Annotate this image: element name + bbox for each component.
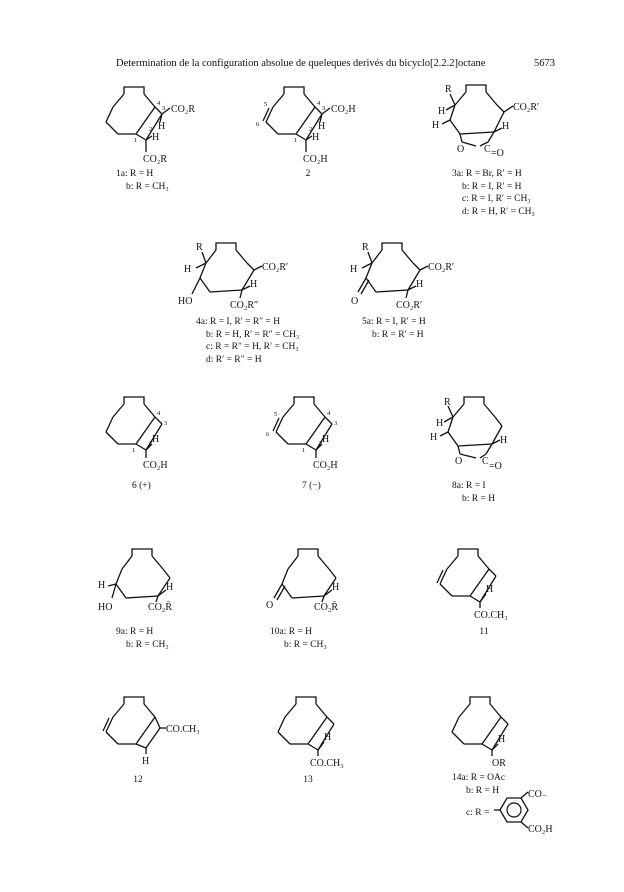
- caption-5b: b: R = R′ = H: [372, 329, 424, 340]
- page-number: 5673: [534, 58, 555, 69]
- struct4-h-right: H: [250, 279, 258, 290]
- caption-7: [302, 480, 321, 493]
- structure-11: [430, 546, 540, 626]
- caption-14a: 14a: R = OAc: [452, 773, 506, 783]
- caption-4c: c: R = R″ = H, R′ = CH₃: [206, 342, 299, 352]
- struct7-num-4: 4: [327, 410, 331, 417]
- struct2-h-3: H: [318, 121, 326, 132]
- structure-3: [420, 80, 550, 170]
- struct10-h-right: H: [332, 582, 340, 593]
- caption-11-label: 11: [479, 627, 489, 637]
- struct5-co2rp-bottom: CO₂R′: [396, 300, 423, 311]
- caption-10: [270, 626, 327, 651]
- caption-14b: b: R = H: [466, 785, 500, 796]
- header-title: Determination de la configuration absolue de queleques derivés du bicyclo[2.2.2]octane: [116, 58, 486, 69]
- struct2-co2h-bottom: CO₂H: [303, 154, 328, 165]
- structure-4: [170, 238, 300, 318]
- caption-10a: 10a: R = H: [270, 627, 313, 637]
- struct8-r: R: [444, 397, 451, 408]
- struct14-or: OR: [492, 758, 506, 769]
- struct1-h-2: H: [152, 132, 160, 143]
- structure-10: [252, 546, 372, 626]
- caption-3: [452, 168, 535, 218]
- struct13-coch3: CO.CH₃: [310, 758, 344, 769]
- struct5-ketone-o: O: [351, 296, 359, 307]
- struct7-num-5: 5: [274, 411, 278, 418]
- caption-1b: b: R = CH₃: [126, 181, 169, 192]
- caption-5a: 5a: R = I, R′ = H: [362, 317, 426, 327]
- caption-2: [298, 168, 318, 181]
- struct3-r: R: [445, 84, 452, 95]
- caption-2-label: 2: [305, 169, 311, 179]
- struct2-num-5: 5: [264, 101, 268, 108]
- structure-9: [86, 546, 206, 626]
- structure-8: [418, 394, 528, 474]
- struct2-num-4: 4: [317, 100, 321, 107]
- struct1-num-4: 4: [157, 100, 161, 107]
- struct2-num-6: 6: [256, 121, 260, 128]
- struct3-carbonyl-c: C: [484, 144, 491, 155]
- struct4-h: H: [184, 264, 192, 275]
- struct11-coch3: CO.CH₃: [474, 610, 508, 621]
- struct6-num-3: 3: [164, 420, 168, 427]
- struct4-co2rpp: CO₂R″: [230, 300, 259, 311]
- struct3-h-lower: H: [432, 120, 440, 131]
- caption-3c: c: R = I, R′ = CH₃: [462, 194, 531, 204]
- phthalate-group: [492, 788, 582, 834]
- struct14-h: H: [498, 734, 506, 745]
- struct1-co2r-bottom: CO₂R: [143, 154, 168, 165]
- structure-14: [442, 694, 542, 774]
- struct3-h-right: H: [502, 121, 510, 132]
- struct8-h-right: H: [500, 435, 508, 446]
- struct1-num-1: 1: [134, 137, 138, 144]
- struct10-ketone-o: O: [266, 600, 274, 611]
- struct6-num-1: 1: [132, 447, 136, 454]
- struct7-num-2: 2: [319, 440, 323, 447]
- struct5-h-right: H: [416, 279, 424, 290]
- struct4-r: R: [196, 242, 203, 253]
- struct2-co2h-top: CO₂H: [331, 104, 356, 115]
- struct11-h: H: [486, 584, 494, 595]
- struct12-h: H: [142, 756, 150, 767]
- struct8-h-upper: H: [436, 418, 444, 429]
- running-header: [116, 58, 555, 69]
- caption-4d: d: R′ = R″ = H: [206, 354, 262, 365]
- struct7-num-1: 1: [302, 447, 306, 454]
- struct5-h: H: [350, 264, 358, 275]
- struct6-num-2: 2: [149, 440, 153, 447]
- caption-13: [298, 774, 318, 787]
- caption-9: [116, 626, 169, 651]
- struct8-h-lower: H: [430, 432, 438, 443]
- caption-6-label: 6 (+): [132, 481, 151, 491]
- caption-4: [196, 316, 299, 366]
- struct8-carbonyl-c: C: [482, 456, 489, 467]
- caption-4a: 4a: R = I, R′ = R″ = H: [196, 317, 281, 327]
- struct5-co2rp-top: CO₂R′: [428, 262, 455, 273]
- caption-4b: b: R = H, R′ = R″ = CH₃: [206, 329, 300, 340]
- caption-8b: b: R = H: [462, 493, 496, 504]
- structure-5: [336, 238, 466, 318]
- caption-3d: d: R = H, R′ = CH₃: [462, 206, 535, 217]
- struct2-num-2: 2: [309, 126, 313, 133]
- caption-11: [474, 626, 494, 639]
- caption-9b: b: R = CH₃: [126, 639, 169, 650]
- struct1-co2r-top: CO₂R: [171, 104, 196, 115]
- struct1-h-3: H: [158, 121, 166, 132]
- caption-10b: b: R = CH₃: [284, 639, 327, 650]
- struct12-coch3: CO.CH₃: [166, 724, 200, 735]
- struct13-h: H: [324, 732, 332, 743]
- caption-5: [362, 316, 426, 341]
- struct6-co2h: CO₂H: [143, 460, 168, 471]
- caption-1a: 1a: R = H: [116, 169, 154, 179]
- caption-12: [128, 774, 148, 787]
- caption-1: [116, 168, 169, 193]
- struct8-carbonyl-o: =O: [489, 461, 502, 472]
- struct4-co2rp: CO₂R′: [262, 262, 289, 273]
- caption-8: [452, 480, 495, 505]
- caption-3a: 3a: R = Br, R′ = H: [452, 169, 522, 179]
- caption-8a: 8a: R = I: [452, 481, 486, 491]
- struct5-r: R: [362, 242, 369, 253]
- struct9-h-left: H: [98, 580, 106, 591]
- struct2-num-3: 3: [322, 105, 326, 112]
- caption-7-label: 7 (−): [302, 481, 321, 491]
- structure-12: [96, 694, 216, 774]
- struct3-ring-o: O: [457, 144, 465, 155]
- structure-1: [96, 84, 206, 174]
- struct1-num-2: 2: [149, 126, 153, 133]
- phthalate-co2h: CO₂H: [528, 824, 553, 835]
- struct8-ring-o: O: [455, 456, 463, 467]
- caption-14c: c: R =: [466, 808, 490, 818]
- struct2-num-1: 1: [294, 137, 298, 144]
- caption-12-label: 12: [133, 775, 143, 785]
- struct2-h-2: H: [312, 132, 320, 143]
- struct9-ho: HO: [98, 602, 113, 613]
- struct7-h: H: [322, 434, 330, 445]
- phthalate-co-minus: CO₋: [528, 789, 548, 800]
- struct9-h-right: H: [166, 582, 174, 593]
- struct3-h-upper: H: [438, 106, 446, 117]
- caption-13-label: 13: [303, 775, 313, 785]
- struct1-num-3: 3: [162, 105, 166, 112]
- struct6-num-4: 4: [157, 410, 161, 417]
- structure-2: [256, 84, 366, 174]
- struct3-carbonyl-o: =O: [491, 148, 504, 159]
- struct4-ho: HO: [178, 296, 193, 307]
- struct9-co2r: CO₂R̄: [148, 602, 173, 613]
- structure-6: [96, 394, 196, 474]
- struct7-co2h: CO₂H: [313, 460, 338, 471]
- struct3-co2r: CO₂R′: [513, 102, 540, 113]
- caption-6: [132, 480, 151, 493]
- struct7-num-6: 6: [266, 431, 270, 438]
- struct6-h: H: [152, 434, 160, 445]
- caption-3b: b: R = I, R′ = H: [462, 181, 522, 192]
- structure-7: [266, 394, 366, 474]
- caption-9a: 9a: R = H: [116, 627, 154, 637]
- struct7-num-3: 3: [334, 420, 338, 427]
- structure-13: [268, 694, 378, 774]
- struct10-co2r: CO₂R̄: [314, 602, 339, 613]
